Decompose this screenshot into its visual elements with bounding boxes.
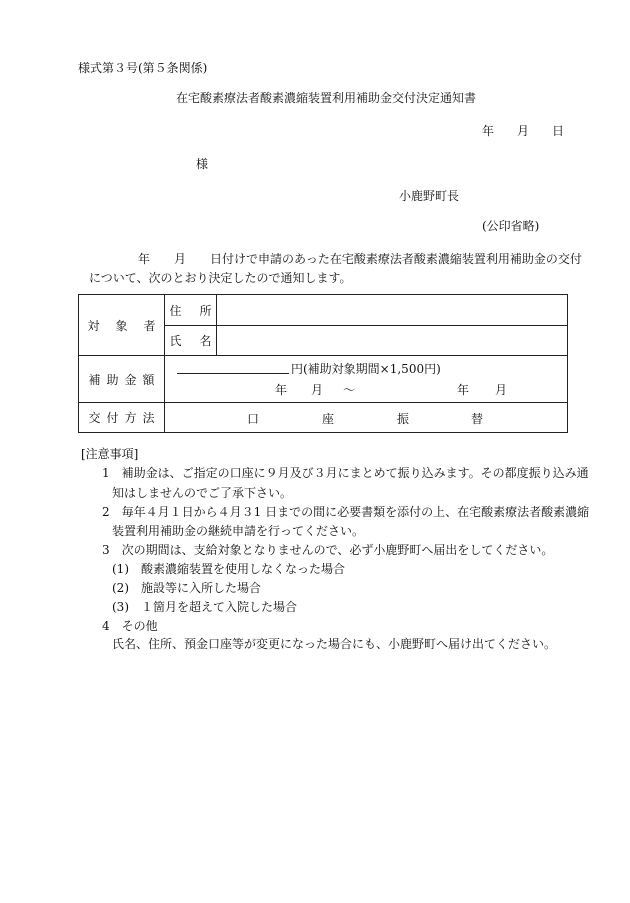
- amount-label-cell: [79, 356, 165, 403]
- amount-label-char: 金: [124, 372, 137, 387]
- form-number: 様式第３号(第５条関係): [78, 61, 208, 75]
- amount-value-cell: [165, 356, 568, 403]
- note-2-line-1: 2 毎年４月１日から４月３1 日までの間に必要書類を添付の上、在宅酸素療法者酸素濃縮: [102, 505, 590, 519]
- intro-line-1: 日付けで申請のあった在宅酸素療法者酸素濃縮装置利用補助金の交付: [210, 252, 582, 266]
- subject-label-cell: [79, 295, 165, 356]
- name-label-cell: [165, 326, 217, 356]
- addressee-suffix: 様: [196, 157, 209, 171]
- note-1-line-2: 知はしませんのでご了承下さい。: [112, 486, 293, 500]
- note-3: 3 次の期間は、支給対象となりませんので、必ず小鹿野町へ届出をしてください。: [102, 543, 554, 557]
- period-month-to: 月: [495, 383, 508, 397]
- method-label-char: 付: [106, 411, 119, 425]
- amount-underline: [177, 373, 289, 374]
- address-value-cell: [217, 295, 568, 326]
- period-tilde: ～: [343, 383, 356, 397]
- period-year-from: 年: [275, 383, 288, 397]
- method-label-char: 交: [88, 411, 101, 425]
- intro-year: 年: [138, 252, 151, 266]
- note-3-item-3: (3) １箇月を超えて入院した場合: [112, 600, 297, 614]
- subject-label-char: 対: [87, 318, 100, 333]
- method-char: 替: [471, 412, 484, 426]
- name-label-char: 名: [199, 334, 212, 348]
- address-label-char: 住: [169, 303, 182, 318]
- amount-label-char: 補: [88, 372, 101, 387]
- period-month-from: 月: [311, 383, 324, 397]
- notes-heading: [注意事項]: [81, 447, 139, 461]
- amount-label-char: 額: [142, 372, 155, 387]
- issuer-name: 小鹿野町長: [399, 189, 460, 203]
- method-value-cell: [165, 403, 568, 433]
- date-year: 年: [482, 124, 495, 138]
- note-3-item-1: (1) 酸素濃縮装置を使用しなくなった場合: [112, 562, 345, 576]
- method-char: 振: [397, 412, 410, 426]
- method-char: 口: [247, 412, 260, 426]
- intro-line-2: について、次のとおり決定したので通知します。: [89, 271, 352, 285]
- amount-label-char: 助: [106, 372, 119, 387]
- period-year-to: 年: [457, 383, 470, 397]
- note-2-line-2: 装置利用補助金の継続申請を行ってください。: [112, 524, 365, 538]
- note-1-line-1: 1 補助金は、ご指定の口座に９月及び３月にまとめて振り込みます。その都度振り込み通: [102, 466, 589, 480]
- note-3-item-2: (2) 施設等に入所した場合: [112, 581, 261, 595]
- subject-label-char: 象: [115, 318, 128, 333]
- date-day: 日: [552, 124, 565, 138]
- date-month: 月: [517, 124, 530, 138]
- subject-label-char: 者: [143, 318, 156, 333]
- method-char: 座: [322, 412, 335, 426]
- name-value-cell: [217, 326, 568, 356]
- address-label-char: 所: [199, 303, 212, 318]
- name-label-char: 氏: [169, 334, 182, 348]
- intro-month: 月: [174, 252, 187, 266]
- method-label-char: 方: [124, 411, 137, 425]
- note-4: 4 その他: [102, 619, 158, 633]
- note-4-body: 氏名、住所、預金口座等が変更になった場合にも、小鹿野町へ届け出てください。: [112, 637, 557, 651]
- document-title: 在宅酸素療法者酸素濃縮装置利用補助金交付決定通知書: [176, 91, 477, 105]
- seal-note: (公印省略): [482, 219, 540, 233]
- method-label-char: 法: [142, 411, 155, 425]
- amount-unit: 円(補助対象期間×1,500円): [291, 362, 441, 376]
- address-label-cell: [165, 295, 217, 326]
- method-label-cell: [79, 403, 165, 433]
- notice-table: [78, 294, 568, 433]
